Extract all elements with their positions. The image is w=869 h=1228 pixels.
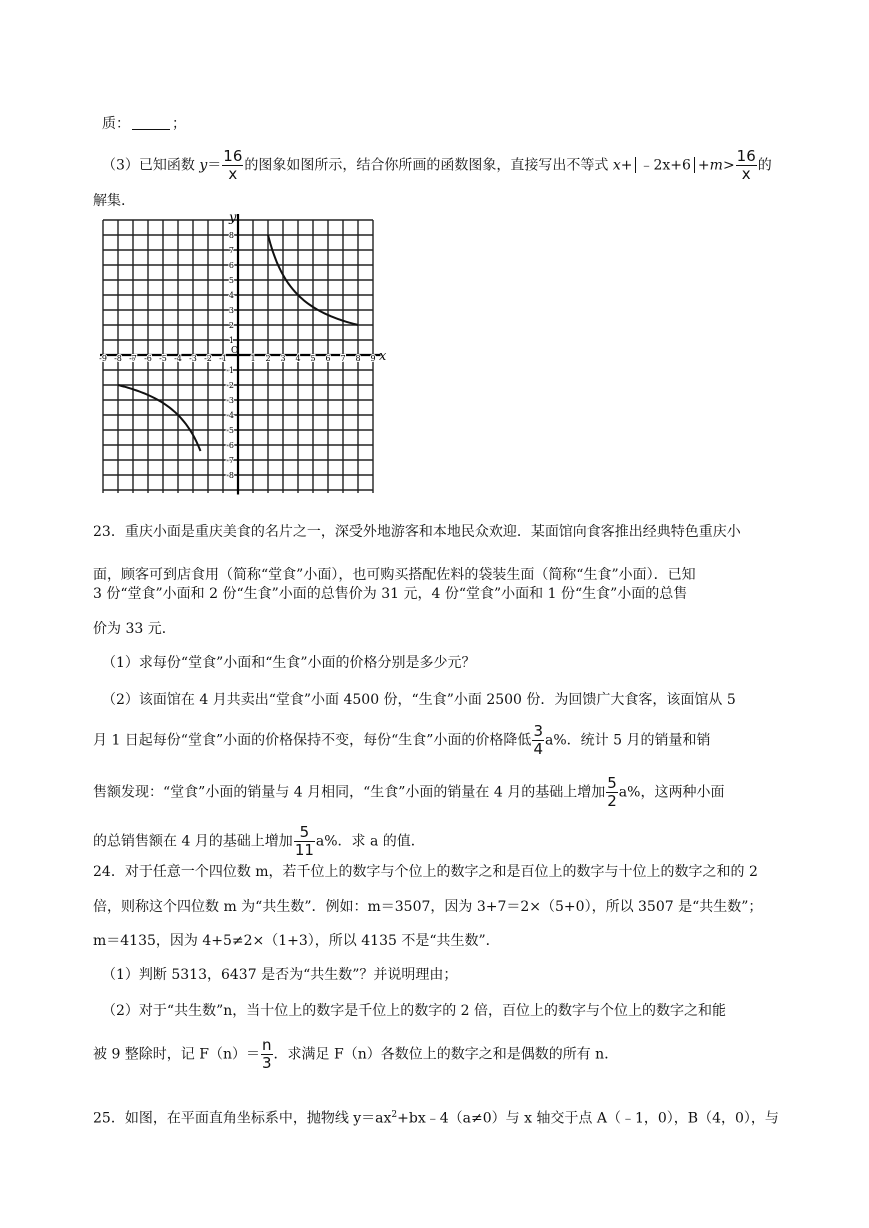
x-tick-label: -2 bbox=[204, 354, 212, 363]
x-tick-label: -5 bbox=[159, 354, 167, 363]
x-tick-label: -9 bbox=[99, 354, 107, 363]
q24-part1: （1）判断 5313，6437 是否为“共生数”？并说明理由； bbox=[102, 967, 458, 983]
x-tick-label: 3 bbox=[280, 354, 286, 363]
x-tick-label: 5 bbox=[310, 354, 316, 363]
q24-line2: 倍，则称这个四位数 m 为“共生数”．例如：m＝3507，因为 3+7＝2×（5+0），所以 3507 是“共生数”； bbox=[93, 899, 763, 915]
x-tick-label: -7 bbox=[129, 354, 137, 363]
y-tick-label: 2 bbox=[228, 321, 234, 330]
q22-part3-line: （3）已知函数 y＝ $\frac{16}{x}$ 的图象如图所示，结合你所画的函数图象，直接写出不等式 x+ ﹣2x+6 +m> $\frac{16}{x}$ 的 bbox=[102, 147, 772, 183]
q24-line1: 24．对于任意一个四位数 m，若千位上的数字与个位上的数字之和是百位上的数字与十位上的数字之和的 2 bbox=[93, 864, 758, 880]
q23-part2-line2: 月 1 日起每份“堂食”小面的价格保持不变，每份“生食”小面的价格降低 $\frac{3}{4}$ a%．统计 5 月的销量和销 bbox=[93, 722, 711, 758]
y-tick-label: -5 bbox=[226, 426, 234, 435]
q23-line4: 价为 33 元． bbox=[93, 621, 176, 637]
y-axis-label: y bbox=[229, 210, 237, 226]
fraction-16-over-x-2: $\frac{16}{x}$ bbox=[736, 147, 756, 183]
x-tick-label: -6 bbox=[144, 354, 152, 363]
x-tick-label: -8 bbox=[114, 354, 122, 363]
answer-blank bbox=[132, 115, 170, 130]
y-tick-label: -7 bbox=[226, 456, 234, 465]
fraction-3-over-4: $\frac{3}{4}$ bbox=[533, 722, 543, 758]
x-tick-label: -3 bbox=[189, 354, 197, 363]
y-tick-label: -2 bbox=[226, 381, 234, 390]
x-tick-label: -4 bbox=[174, 354, 182, 363]
q23-line2: 面，顾客可到店食用（简称“堂食”小面），也可购买搭配佐料的袋装生面（简称“生食”小面）．已知 bbox=[93, 567, 696, 583]
q23-line3: 3 份“堂食”小面和 2 份“生食”小面的总售价为 31 元，4 份“堂食”小面和 1 份“生食”小面的总售 bbox=[93, 586, 688, 602]
y-tick-label: -4 bbox=[226, 411, 234, 420]
q23-part2-line3: 售额发现：“堂食”小面的销量与 4 月相同，“生食”小面的销量在 4 月的基础上增加 $\frac{5}{2}$ a%，这两种小面 bbox=[93, 774, 725, 810]
x-tick-label: 4 bbox=[295, 354, 301, 363]
abs-bar-right bbox=[694, 157, 695, 173]
fraction-5-over-11: $\frac{5}{11}$ bbox=[294, 823, 314, 859]
x-tick-label: 8 bbox=[355, 354, 361, 363]
y-tick-label: 7 bbox=[228, 246, 234, 255]
x-tick-label: 9 bbox=[370, 354, 376, 363]
q24-line3: m＝4135，因为 4+5≠2×（1+3），所以 4135 不是“共生数”． bbox=[93, 933, 500, 949]
q23-part2-line4: 的总销售额在 4 月的基础上增加 $\frac{5}{11}$ a%．求 a 的值． bbox=[93, 823, 425, 859]
y-tick-label: 3 bbox=[228, 306, 234, 315]
q24-part2-line2: 被 9 整除时，记 F（n）＝ $\frac{n}{3}$ ．求满足 F（n）各数位上的数字之和是偶数的所有 n． bbox=[93, 1036, 619, 1072]
y-tick-label: 1 bbox=[228, 336, 234, 345]
x-tick-label: 1 bbox=[250, 354, 256, 363]
q23-part2-line1: （2）该面馆在 4 月共卖出“堂食”小面 4500 份，“生食”小面 2500 份．为回馈广大食客，该面馆从 5 bbox=[102, 692, 736, 708]
x-tick-label: 6 bbox=[325, 354, 331, 363]
fraction-16-over-x: $\frac{16}{x}$ bbox=[223, 147, 243, 183]
y-tick-label: 6 bbox=[228, 261, 234, 270]
function-graph bbox=[99, 210, 390, 508]
y-tick-label: -3 bbox=[226, 396, 234, 405]
y-tick-label: 4 bbox=[228, 291, 234, 300]
x-axis-label: x bbox=[379, 349, 387, 364]
axes bbox=[100, 214, 381, 495]
q24-part2-line1: （2）对于“共生数”n，当十位上的数字是千位上的数字的 2 倍，百位上的数字与个位上的数字之和能 bbox=[102, 1003, 727, 1019]
x-tick-label: -1 bbox=[219, 354, 227, 363]
y-tick-label: -1 bbox=[226, 366, 234, 375]
q22-property-line: 质： ； bbox=[102, 116, 186, 132]
q23-line1: 23．重庆小面是重庆美食的名片之一，深受外地游客和本地民众欢迎．某面馆向食客推出经典特色重庆小 bbox=[93, 524, 741, 540]
y-tick-label: -6 bbox=[226, 441, 234, 450]
y-tick-label: 5 bbox=[228, 276, 234, 285]
x-tick-label: 7 bbox=[340, 354, 346, 363]
abs-bar-left bbox=[635, 157, 636, 173]
q25-line1: 25．如图，在平面直角坐标系中，抛物线 $y=ax^2+bx﹣4(a\ne 0)$与 x 轴交于点 A（﹣1，0），B（4，0），与 bbox=[93, 1110, 779, 1127]
fraction-n-over-3: $\frac{n}{3}$ bbox=[262, 1036, 272, 1072]
y-tick-label: 8 bbox=[228, 231, 234, 240]
x-tick-label: 2 bbox=[265, 354, 271, 363]
origin-label: O bbox=[231, 346, 239, 356]
curve-third-quadrant bbox=[118, 385, 201, 451]
y-tick-label: -8 bbox=[226, 471, 234, 480]
q22-part3-line2: 解集. bbox=[93, 193, 126, 209]
q23-part1: （1）求每份“堂食”小面和“生食”小面的价格分别是多少元？ bbox=[102, 655, 476, 671]
fraction-5-over-2: $\frac{5}{2}$ bbox=[607, 774, 617, 810]
